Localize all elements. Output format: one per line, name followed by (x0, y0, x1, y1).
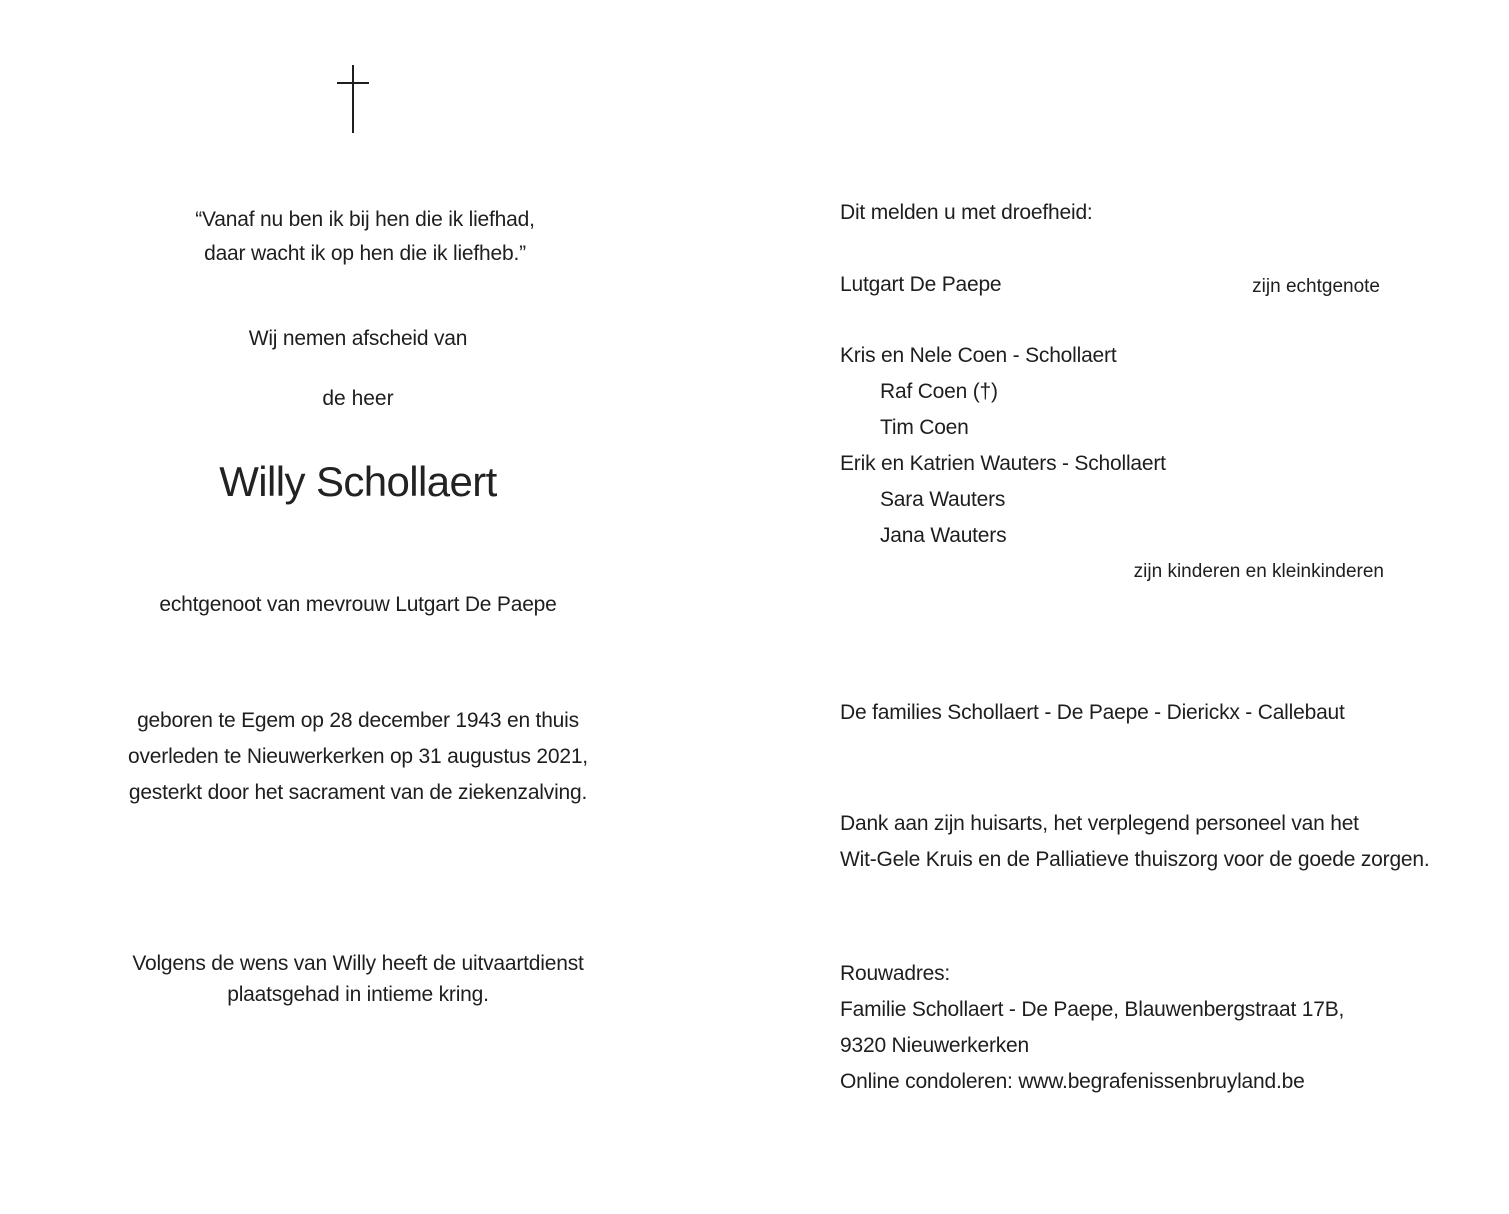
funeral-wish (60, 948, 656, 1010)
quote-line: “Vanaf nu ben ik bij hen die ik liefhad, (195, 208, 535, 231)
birth-death-info (60, 703, 656, 811)
address-label: Rouwadres: (840, 962, 951, 985)
wish-line: Volgens de wens van Willy heeft de uitvaartdienst (132, 952, 584, 975)
wife-role: zijn echtgenote (1252, 276, 1380, 297)
birth-death-line: overleden te Nieuwerkerken op 31 augustus 2021, (128, 745, 588, 768)
birth-death-line: geboren te Egem op 28 december 1943 en thuis (137, 709, 579, 732)
announcement: Dit melden u met droefheid: (840, 201, 1093, 224)
wish-line: plaatsgehad in intieme kring. (227, 983, 489, 1006)
address-street: Familie Schollaert - De Paepe, Blauwenbergstraat 17B, (840, 998, 1345, 1021)
deceased-name: Willy Schollaert (219, 458, 497, 505)
online-condolence: Online condoleren: www.begrafenissenbruyland.be (840, 1070, 1305, 1093)
grandchild: Sara Wauters (880, 488, 1006, 511)
cross-icon (337, 65, 369, 133)
mourning-address (840, 956, 1344, 1100)
thanks-line: Wit-Gele Kruis en de Palliatieve thuiszorg voor de goede zorgen. (840, 848, 1430, 871)
grandchild: Tim Coen (880, 416, 969, 439)
family-member: Kris en Nele Coen - Schollaert (840, 344, 1117, 367)
grandchild: Jana Wauters (880, 524, 1007, 547)
address-city: 9320 Nieuwerkerken (840, 1034, 1030, 1057)
cross-vertical-bar (352, 65, 354, 133)
cross-horizontal-bar (337, 82, 369, 84)
family-list (840, 338, 1400, 554)
spouse-line: echtgenoot van mevrouw Lutgart De Paepe (159, 593, 557, 616)
family-member: Erik en Katrien Wauters - Schollaert (840, 452, 1166, 475)
quote-line: daar wacht ik op hen die ik liefheb.” (204, 242, 526, 265)
birth-death-line: gesterkt door het sacrament van de ziekenzalving. (128, 781, 588, 804)
farewell-text: Wij nemen afscheid van (248, 327, 468, 350)
memorial-quote (100, 203, 630, 271)
grandchild: Raf Coen (†) (880, 380, 998, 403)
honorific: de heer (322, 387, 394, 410)
thanks-note (840, 806, 1430, 878)
wife-name: Lutgart De Paepe (840, 273, 1002, 296)
family-role: zijn kinderen en kleinkinderen (1133, 561, 1384, 582)
thanks-line: Dank aan zijn huisarts, het verplegend personeel van het (840, 812, 1359, 835)
extended-families: De families Schollaert - De Paepe - Dierickx - Callebaut (840, 701, 1345, 724)
